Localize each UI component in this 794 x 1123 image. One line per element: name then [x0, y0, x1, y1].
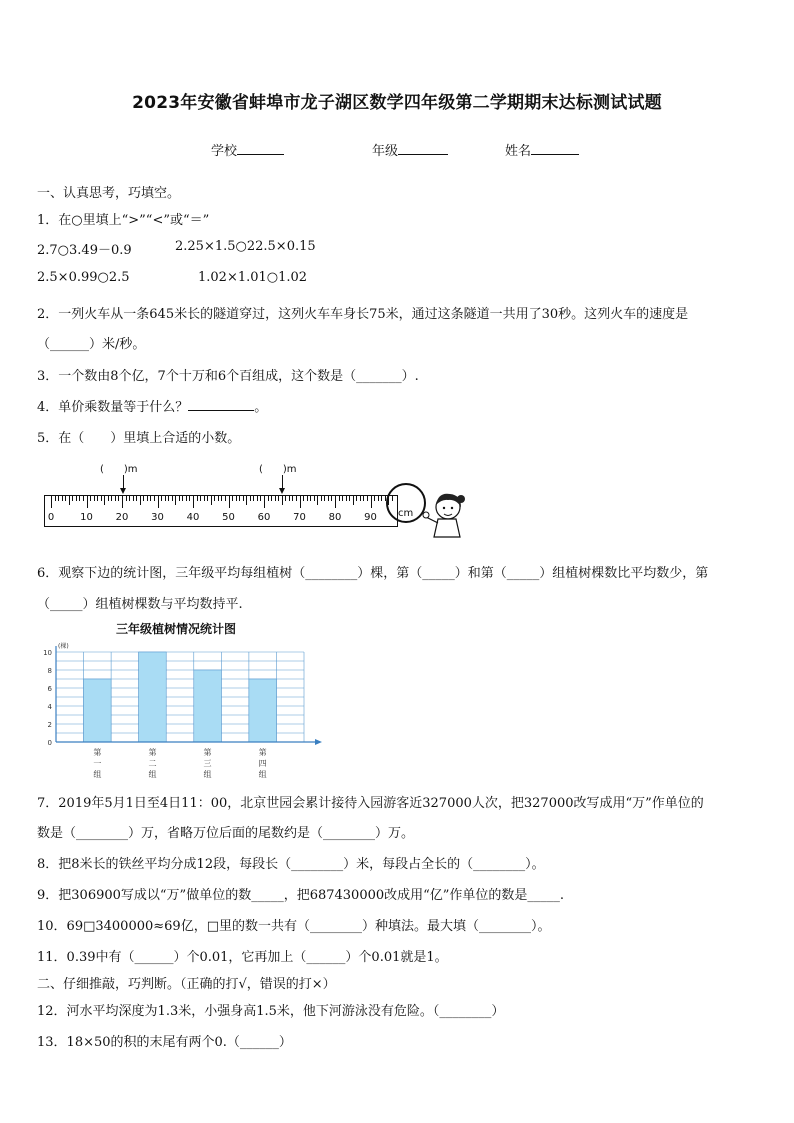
ruler-tick [381, 496, 382, 501]
ruler-tick [314, 496, 315, 501]
question-2-line1: 2．一列火车从一条645米长的隧道穿过，这列火车车身长75米，通过这条隧道一共用了30秒。这列火车的速度是 [37, 307, 689, 322]
name-label: 姓名 [505, 144, 532, 159]
ruler-tick [133, 496, 134, 501]
arrow-2-head [279, 488, 285, 494]
ruler-tick [243, 496, 244, 501]
ruler-tick [161, 496, 162, 501]
ruler-tick [363, 496, 364, 501]
ruler-tick [150, 496, 151, 501]
ruler-tick [371, 496, 372, 508]
ruler-tick [296, 496, 297, 501]
category-label: 组 [148, 770, 157, 779]
ruler-tick [189, 496, 190, 501]
category-label: 四 [258, 759, 267, 768]
ruler-tick [168, 496, 169, 501]
question-8: 8．把8米长的铁丝平均分成12段，每段长（________）米，每段占全长的（________）。 [37, 857, 545, 872]
question-7-line1: 7．2019年5月1日至4日11：00，北京世园会累计接待入园游客近327000人次，把327000改写成用“万”作单位的 [37, 796, 704, 811]
ruler-tick [147, 496, 148, 501]
bar [84, 679, 112, 742]
name-blank[interactable] [531, 142, 579, 155]
y-tick-label: 4 [47, 703, 52, 711]
question-1c: 2.5×0.99○2.5 [37, 270, 130, 285]
school-field [211, 140, 284, 159]
ruler-tick [72, 496, 73, 501]
ruler-tick [115, 496, 116, 501]
ruler-tick [378, 496, 379, 501]
ruler-tick [158, 496, 159, 508]
ruler-tick [122, 496, 123, 508]
question-7-line2: 数是（________）万，省略万位后面的尾数约是（________）万。 [37, 826, 415, 841]
ruler-tick [307, 496, 308, 501]
ruler-label-2: ( )m [259, 464, 297, 475]
ruler-tick [275, 496, 276, 501]
girl-illustration-icon [420, 487, 466, 547]
ruler-tick [55, 496, 56, 501]
ruler-tick [204, 496, 205, 501]
ruler-number: 70 [293, 512, 306, 523]
category-label: 第 [148, 748, 157, 757]
ruler-number: 60 [257, 512, 271, 523]
question-4: 4．单价乘数量等于什么？ 。 [37, 400, 268, 415]
ruler-tick [51, 496, 52, 508]
grade-blank[interactable] [398, 142, 448, 155]
ruler-tick [225, 496, 226, 501]
ruler-tick [62, 496, 63, 501]
question-1: 1．在○里填上“>”“<”或“＝” [37, 213, 210, 228]
ruler-tick [83, 496, 84, 501]
question-6-line1: 6．观察下边的统计图，三年级平均每组植树（________）棵，第（_____）和第（_____）组植树棵数比平均数少，第 [37, 566, 709, 581]
ruler-tick [282, 496, 283, 505]
category-label: 二 [148, 759, 157, 768]
ruler-tick [214, 496, 215, 501]
ruler-tick [264, 496, 265, 508]
ruler-tick [143, 496, 144, 501]
ruler-tick [104, 496, 105, 505]
ruler-tick [346, 496, 347, 501]
ruler-tick [94, 496, 95, 501]
ruler-tick [342, 496, 343, 501]
ruler-tick [136, 496, 137, 501]
ruler-tick [108, 496, 109, 501]
question-3: 3．一个数由8个亿，7个十万和6个百组成，这个数是（_______）. [37, 369, 419, 384]
bar [139, 652, 167, 742]
question-1a: 2.7○3.49－0.9 [37, 243, 132, 258]
ruler-tick [260, 496, 261, 501]
ruler-tick [328, 496, 329, 501]
question-5: 5．在（ ）里填上合适的小数。 [37, 431, 241, 446]
ruler-tick [257, 496, 258, 501]
ruler-number: 0 [47, 512, 55, 523]
category-label: 第 [258, 748, 267, 757]
ruler-tick [175, 496, 176, 505]
ruler-tick [367, 496, 368, 501]
category-label: 组 [258, 770, 267, 779]
category-label: 第 [93, 748, 102, 757]
ruler-tick [310, 496, 311, 501]
ruler-tick [278, 496, 279, 501]
ruler-number: 30 [151, 512, 164, 523]
ruler-tick [271, 496, 272, 501]
ruler-tick [218, 496, 219, 501]
ruler-tick [69, 496, 70, 505]
ruler-tick [331, 496, 332, 501]
ruler-tick [118, 496, 119, 501]
name-field [505, 140, 579, 159]
bar [194, 670, 222, 742]
question-12: 12．河水平均深度为1.3米，小强身高1.5米，他下河游泳没有危险。（________） [37, 1004, 505, 1019]
ruler-tick [101, 496, 102, 501]
ruler-tick [97, 496, 98, 501]
ruler [44, 495, 398, 527]
question-11: 11．0.39中有（______）个0.01，它再加上（______）个0.01就是1。 [37, 950, 448, 965]
y-tick-label: 0 [47, 739, 52, 747]
ruler-tick [360, 496, 361, 501]
y-tick-label: 2 [47, 721, 52, 729]
ruler-tick [232, 496, 233, 501]
y-axis-label: (棵) [58, 643, 69, 650]
grade-field [372, 140, 448, 159]
ruler-tick [339, 496, 340, 501]
ruler-tick [239, 496, 240, 501]
ruler-tick [58, 496, 59, 501]
ruler-tick [76, 496, 77, 501]
ruler-tick [221, 496, 222, 501]
section-2-heading: 二、仔细推敲，巧判断。（正确的打√，错误的打×） [37, 977, 336, 992]
ruler-tick [186, 496, 187, 501]
ruler-tick [90, 496, 91, 501]
category-label: 组 [203, 770, 212, 779]
ruler-tick [197, 496, 198, 501]
ruler-tick [317, 496, 318, 505]
category-label: 组 [93, 770, 102, 779]
ruler-tick [300, 496, 301, 508]
y-tick-label: 10 [43, 649, 52, 657]
ruler-tick [229, 496, 230, 508]
page-title: 2023年安徽省蚌埠市龙子湖区数学四年级第二学期期末达标测试试题 [132, 93, 662, 113]
ruler-tick [285, 496, 286, 501]
question-13: 13．18×50的积的末尾有两个0.（______） [37, 1035, 292, 1050]
ruler-unit: cm [398, 508, 414, 519]
ruler-tick [335, 496, 336, 508]
school-blank[interactable] [237, 142, 284, 155]
school-label: 学校 [211, 144, 238, 159]
ruler-label-1: ( )m [100, 464, 138, 475]
ruler-tick [253, 496, 254, 501]
x-axis-arrow [315, 739, 322, 745]
category-label: 一 [93, 759, 102, 768]
ruler-number: 10 [80, 512, 93, 523]
ruler-number: 90 [364, 512, 377, 523]
bar [249, 679, 277, 742]
question-9: 9．把306900写成以“万”做单位的数_____，把687430000改成用“亿”作单位的数是_____. [37, 888, 565, 903]
ruler-tick [172, 496, 173, 501]
ruler-tick [65, 496, 66, 501]
tree-planting-bar-chart [30, 632, 330, 782]
ruler-tick [193, 496, 194, 508]
question-10: 10．69□3400000≈69亿，□里的数一共有（________）种填法。最大填（________）。 [37, 919, 551, 934]
ruler-tick [165, 496, 166, 501]
ruler-number: 80 [328, 512, 342, 523]
question-1b: 2.25×1.5○22.5×0.15 [175, 239, 316, 254]
chart-title: 三年级植树情况统计图 [116, 622, 237, 636]
ruler-tick [140, 496, 141, 505]
category-label: 第 [203, 748, 212, 757]
ruler-number: 40 [186, 512, 200, 523]
ruler-tick [182, 496, 183, 501]
y-tick-label: 8 [47, 667, 52, 675]
ruler-tick [200, 496, 201, 501]
ruler-tick [211, 496, 212, 505]
grade-label: 年级 [372, 144, 399, 159]
ruler-tick [179, 496, 180, 501]
ruler-tick [126, 496, 127, 501]
ruler-tick [111, 496, 112, 501]
ruler-number: 50 [222, 512, 235, 523]
y-tick-label: 6 [47, 685, 52, 693]
ruler-tick [154, 496, 155, 501]
arrow-2 [282, 475, 283, 489]
ruler-tick [207, 496, 208, 501]
ruler-tick [268, 496, 269, 501]
section-1-heading: 一、认真思考，巧填空。 [37, 186, 181, 201]
ruler-tick [374, 496, 375, 501]
question-2-line2: （______）米/秒。 [37, 337, 146, 352]
ruler-tick [87, 496, 88, 508]
ruler-tick [356, 496, 357, 501]
question-6-line2: （_____）组植树棵数与平均数持平. [37, 597, 243, 612]
category-label: 三 [203, 759, 212, 768]
question-4-text: 4．单价乘数量等于什么？ [37, 400, 189, 415]
ruler-tick [353, 496, 354, 505]
ruler-tick [303, 496, 304, 501]
answer-blank[interactable] [188, 398, 254, 411]
ruler-tick [246, 496, 247, 505]
ruler-tick [324, 496, 325, 501]
arrow-1 [123, 475, 124, 489]
ruler-tick [349, 496, 350, 501]
ruler-tick [321, 496, 322, 501]
question-1d: 1.02×1.01○1.02 [198, 270, 308, 285]
ruler-tick [129, 496, 130, 501]
ruler-tick [289, 496, 290, 501]
ruler-tick [236, 496, 237, 501]
ruler-number: 20 [115, 512, 129, 523]
arrow-1-head [120, 488, 126, 494]
ruler-tick [79, 496, 80, 501]
ruler-tick [250, 496, 251, 501]
ruler-tick [292, 496, 293, 501]
